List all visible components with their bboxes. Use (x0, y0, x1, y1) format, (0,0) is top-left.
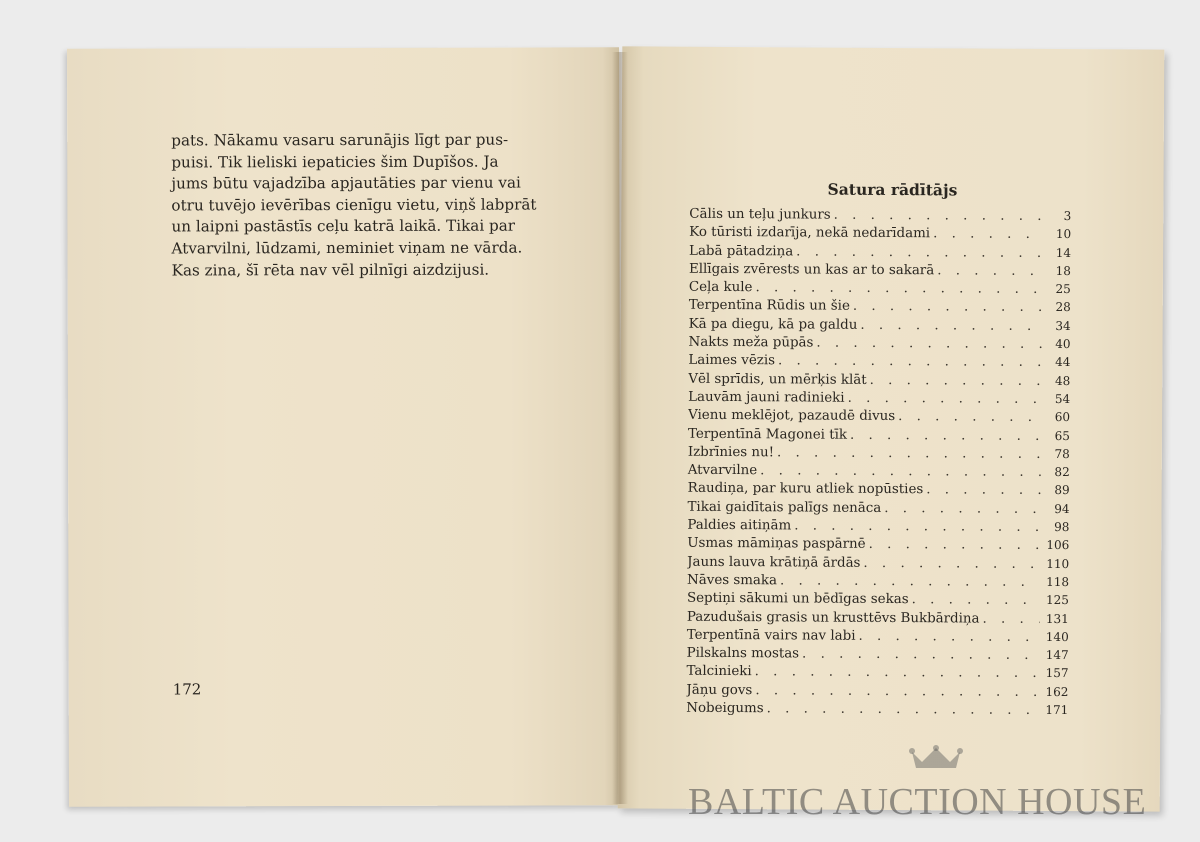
page-number: 172 (172, 680, 202, 699)
toc-entry (687, 646, 1069, 667)
toc-leader-dots (869, 537, 1041, 553)
toc-entry-page: 28 (1055, 300, 1071, 315)
toc-leader-dots (898, 409, 1041, 425)
toc-entry (687, 500, 1069, 521)
toc-entry (688, 408, 1070, 429)
toc-entry-page: 110 (1046, 556, 1070, 571)
toc-entry-page: 162 (1045, 684, 1069, 699)
toc-entry (688, 335, 1070, 356)
toc-entry-page: 171 (1045, 702, 1069, 718)
toc-entry (687, 609, 1069, 630)
toc-entry-title: Terpentīna Rūdis un šie (688, 298, 850, 315)
toc-entry (686, 664, 1068, 685)
toc-leader-dots (794, 518, 1040, 535)
toc-entry-page: 157 (1045, 666, 1069, 681)
toc-leader-dots (926, 483, 1040, 499)
toc-entry (687, 628, 1069, 649)
toc-entry (688, 426, 1070, 447)
toc-entry-page: 98 (1054, 520, 1070, 535)
toc-entry (689, 317, 1071, 338)
toc-entry-title: Jāņu govs (686, 682, 753, 698)
toc-entry-page: 18 (1055, 263, 1072, 278)
toc-leader-dots (850, 427, 1041, 443)
toc-entry-title: Atvarvilne (687, 462, 758, 479)
toc-entry (688, 463, 1070, 484)
toc-entry-page: 78 (1054, 446, 1070, 461)
toc-entry-page: 89 (1054, 483, 1070, 498)
toc-entry-title: Nobeigums (686, 700, 764, 717)
toc-entry-title: Laimes vēzis (688, 353, 776, 369)
toc-entry-title: Cālis un teļu junkurs (689, 206, 831, 223)
toc-entry-title: Pazudušais grasis un krusttēvs Bukbārdiņa (686, 609, 980, 627)
toc-leader-dots (870, 373, 1042, 389)
toc-entry-title: Tikai gaidītais palīgs nenāca (687, 499, 882, 516)
toc-entry (688, 371, 1070, 392)
toc-leader-dots (755, 665, 1040, 682)
toc-entry (689, 207, 1071, 228)
toc-entry-page: 106 (1046, 538, 1070, 553)
toc-entry (688, 445, 1070, 466)
toc-leader-dots (802, 647, 1040, 663)
toc-entry-page: 118 (1046, 574, 1070, 590)
toc-entry-title: Kā pa diegu, kā pa galdu (688, 316, 858, 333)
table-of-contents (686, 207, 1071, 722)
toc-entry-title: Vēl sprīdis, un mērķis klāt (688, 371, 867, 388)
toc-entry (689, 280, 1071, 301)
toc-entry (686, 682, 1068, 703)
toc-leader-dots (755, 280, 1041, 297)
toc-entry-title: Ellīgais zvērests un kas ar to sakarā (688, 261, 935, 279)
toc-entry-page: 147 (1045, 648, 1069, 663)
toc-entry-page: 44 (1055, 355, 1071, 370)
toc-leader-dots (816, 336, 1041, 352)
text-line: un laipni pastāstīs ceļu katrā laikā. Tikai par (171, 216, 516, 236)
toc-entry-page: 60 (1054, 410, 1071, 425)
toc-entry (688, 353, 1070, 374)
toc-leader-dots (796, 244, 1042, 261)
toc-entry (687, 536, 1069, 557)
toc-entry-title: Terpentīnā Magonei tīk (687, 426, 848, 443)
text-line: Kas zina, šī rēta nav vēl pilnīgi aizdzijusi. (171, 260, 490, 280)
toc-entry-page: 94 (1054, 501, 1070, 516)
toc-leader-dots (760, 463, 1041, 480)
toc-entry-title: Ceļa kule (688, 279, 753, 296)
toc-entry-page: 3 (1063, 209, 1072, 224)
right-page (618, 46, 1165, 811)
crown-icon (908, 744, 964, 772)
text-line: pats. Nākamu vasaru sarunājis līgt par pus- (171, 130, 509, 150)
toc-entry (687, 573, 1069, 594)
toc-entry-title: Raudiņa, par kuru atliek nopūsties (687, 481, 924, 498)
toc-leader-dots (755, 683, 1039, 700)
toc-entry-title: Vienu meklējot, pazaudē divus (688, 408, 896, 425)
toc-leader-dots (767, 701, 1040, 718)
toc-entry-page: 82 (1054, 465, 1070, 480)
toc-entry-title: Ko tūristi izdarīja, nekā nedarīdami (689, 225, 931, 242)
toc-entry-title: Pilskalns mostas (686, 645, 800, 662)
toc-leader-dots (863, 555, 1040, 571)
toc-leader-dots (912, 592, 1040, 608)
toc-entry-title: Nāves smaka (687, 572, 778, 589)
toc-entry-page: 34 (1055, 318, 1071, 333)
toc-entry-title: Paldies aitiņām (687, 517, 792, 534)
toc-leader-dots (780, 573, 1040, 590)
toc-leader-dots (860, 318, 1041, 334)
toc-entry-page: 65 (1054, 428, 1071, 443)
toc-leader-dots (853, 299, 1042, 315)
toc-leader-dots (778, 354, 1041, 371)
toc-entry-page: 40 (1055, 337, 1071, 352)
toc-heading: Satura rādītājs (827, 179, 958, 200)
toc-entry (689, 225, 1071, 246)
toc-leader-dots (982, 611, 1039, 626)
toc-entry (687, 554, 1069, 575)
toc-leader-dots (937, 263, 1042, 279)
toc-leader-dots (884, 501, 1040, 517)
toc-entry-page: 131 (1045, 611, 1069, 626)
toc-entry (687, 518, 1069, 539)
toc-entry-page: 10 (1055, 227, 1072, 242)
toc-leader-dots (777, 445, 1041, 462)
text-line: jums būtu vajadzība apjautāties par vienu vai (171, 173, 521, 193)
toc-leader-dots (848, 391, 1042, 407)
toc-leader-dots (858, 629, 1039, 645)
toc-entry-page: 125 (1046, 593, 1069, 608)
toc-entry (688, 481, 1070, 502)
toc-entry (688, 390, 1070, 411)
body-text (171, 129, 543, 281)
toc-entry (689, 262, 1071, 283)
toc-entry-page: 48 (1054, 373, 1071, 388)
left-page (67, 47, 621, 806)
toc-entry (689, 298, 1071, 319)
toc-entry-title: Jauns lauva krātiņā ārdās (687, 554, 861, 571)
text-line: Atvarvilni, lūdzami, neminiet viņam ne vārda. (171, 238, 523, 258)
watermark-text: BALTIC AUCTION HOUSE (688, 781, 1147, 823)
toc-entry-page: 25 (1055, 282, 1071, 297)
toc-entry-title: Septiņi sākumi un bēdīgas sekas (686, 590, 909, 608)
toc-entry-title: Lauvām jauni radinieki (688, 389, 845, 406)
text-line: puisi. Tik lieliski iepaticies šim Dupīšos. Ja (171, 152, 499, 172)
toc-entry (689, 243, 1071, 264)
toc-leader-dots (933, 227, 1042, 243)
toc-entry-title: Izbrīnies nu! (687, 444, 775, 461)
toc-entry-title: Usmas māmiņas paspārnē (687, 536, 866, 553)
toc-entry-title: Labā pātadziņa (689, 243, 794, 259)
toc-entry-page: 54 (1054, 391, 1071, 407)
toc-entry (687, 591, 1069, 612)
toc-entry-title: Terpentīnā vairs nav labi (686, 627, 856, 644)
toc-entry (686, 701, 1068, 722)
book-gutter (612, 52, 628, 804)
toc-entry-title: Talcinieki (686, 664, 752, 680)
toc-leader-dots (834, 208, 1043, 224)
toc-entry-page: 14 (1055, 245, 1072, 260)
toc-entry-page: 140 (1045, 629, 1069, 644)
text-line: otru tuvējo ievērības cienīgu vietu, viņš labprāt (171, 195, 537, 215)
toc-entry-title: Nakts meža pūpās (688, 334, 814, 351)
